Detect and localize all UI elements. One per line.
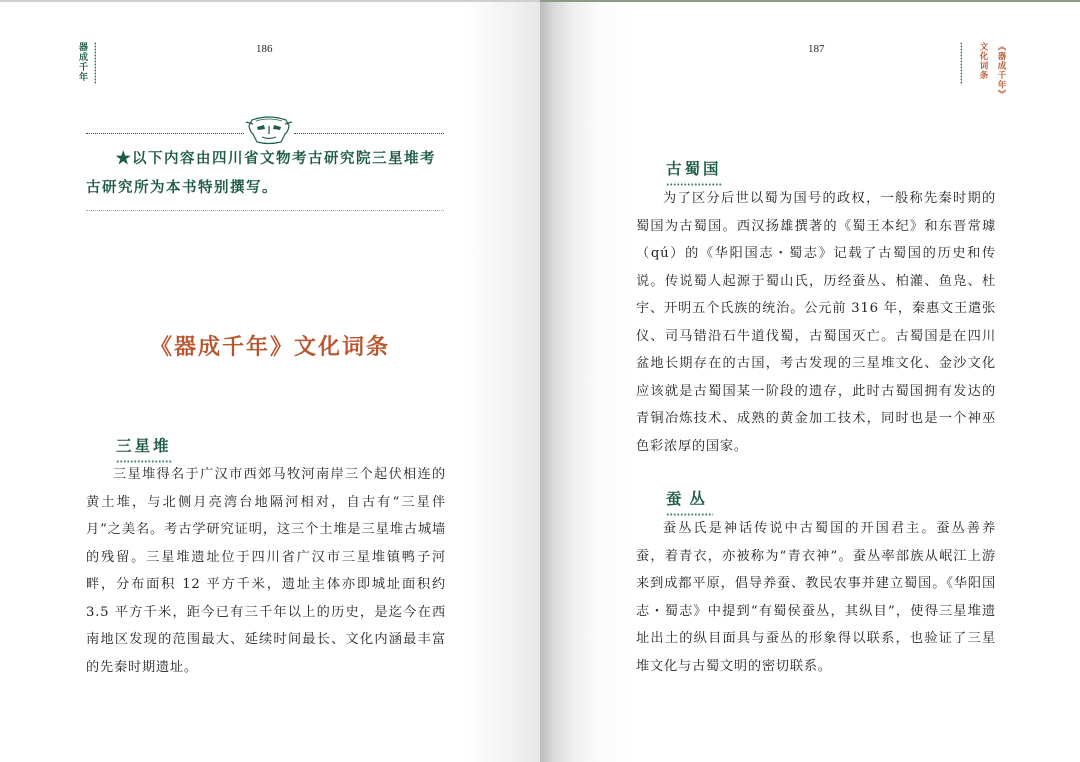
entry-text-sanxingdui: 三星堆得名于广汉市西郊马牧河南岸三个起伏相连的黄土堆，与北侧月亮湾台地隔河相对，自古有“三星伴月”之美名。考古学研究证明，这三个土堆是三星堆古城墙的残留。三星堆遗址位于四川省广汉市三星堆镇鸭子河畔，分布面积 12 平方千米，遗址主体亦即城址面积约 3.5 平方千米，距今已有三千年以上的历史，是迄今在西南地区发现的范围最大、延续时间最长、文化内涵最丰富的先秦时期遗址。 <box>86 467 446 675</box>
top-rule <box>0 0 540 2</box>
page-number-right: 187 <box>808 43 825 55</box>
bronze-mask-emblem-icon <box>244 114 294 146</box>
sponsor-note-text: ★以下内容由四川省文物考古研究院三星堆考古研究所为本书特别撰写。 <box>86 150 436 196</box>
sponsor-note <box>86 144 446 202</box>
running-head-ornament <box>94 42 96 84</box>
running-head-right-col2: 《器成千年》 <box>996 42 1006 99</box>
entry-term-sanxingdui <box>116 434 172 463</box>
entry-text-gushuguo: 为了区分后世以蜀为国号的政权，一般称先秦时期的蜀国为古蜀国。西汉扬雄撰著的《蜀王本纪》和东晋常璩（qú）的《华阳国志・蜀志》记载了古蜀国的历史和传说。传说蜀人起源于蜀山氏，历经蚕丛、柏灌、鱼凫、杜宇、开明五个氏族的统治。公元前 316 年，秦惠文王遣张仪、司马错沿石牛道伐蜀，古蜀国灭亡。古蜀国是在四川盆地长期存在的古国，考古发现的三星堆文化、金沙文化应该就是古蜀国某一阶段的遗存，此时古蜀国拥有发达的青铜冶炼技术、成熟的黄金加工技术，同时也是一个神巫色彩浓厚的国家。 <box>636 191 996 454</box>
entry-term-label: 蚕丛 <box>666 489 714 508</box>
entry-term-gushuguo <box>666 157 722 186</box>
top-rule-right <box>540 0 1080 2</box>
ornament-rule-right <box>294 133 444 134</box>
note-bottom-rule <box>86 210 444 211</box>
running-head-left: 器成千年 <box>77 42 87 82</box>
running-head-right: 文化词条 <box>978 42 988 80</box>
entry-term-label: 三星堆 <box>116 436 172 455</box>
running-head-ornament-right <box>960 42 962 84</box>
entry-text-cancong: 蚕丛氏是神话传说中古蜀国的开国君主。蚕丛善养蚕，着青衣，亦被称为“青衣神”。蚕丛率部族从岷江上游来到成都平原，倡导养蚕、教民农事并建立蜀国。《华阳国志・蜀志》中提到“有蜀侯蚕丛，其纵目”，使得三星堆遗址出土的纵目面具与蚕丛的形象得以联系，也验证了三星堆文化与古蜀文明的密切联系。 <box>636 521 996 674</box>
entry-term-cancong <box>666 487 713 516</box>
page-number-left: 186 <box>256 43 273 55</box>
right-page <box>540 0 1080 762</box>
book-section-title: 《器成千年》文化词条 <box>149 334 390 360</box>
ornament-rule-left <box>86 133 244 134</box>
entry-term-label: 古蜀国 <box>666 159 722 178</box>
